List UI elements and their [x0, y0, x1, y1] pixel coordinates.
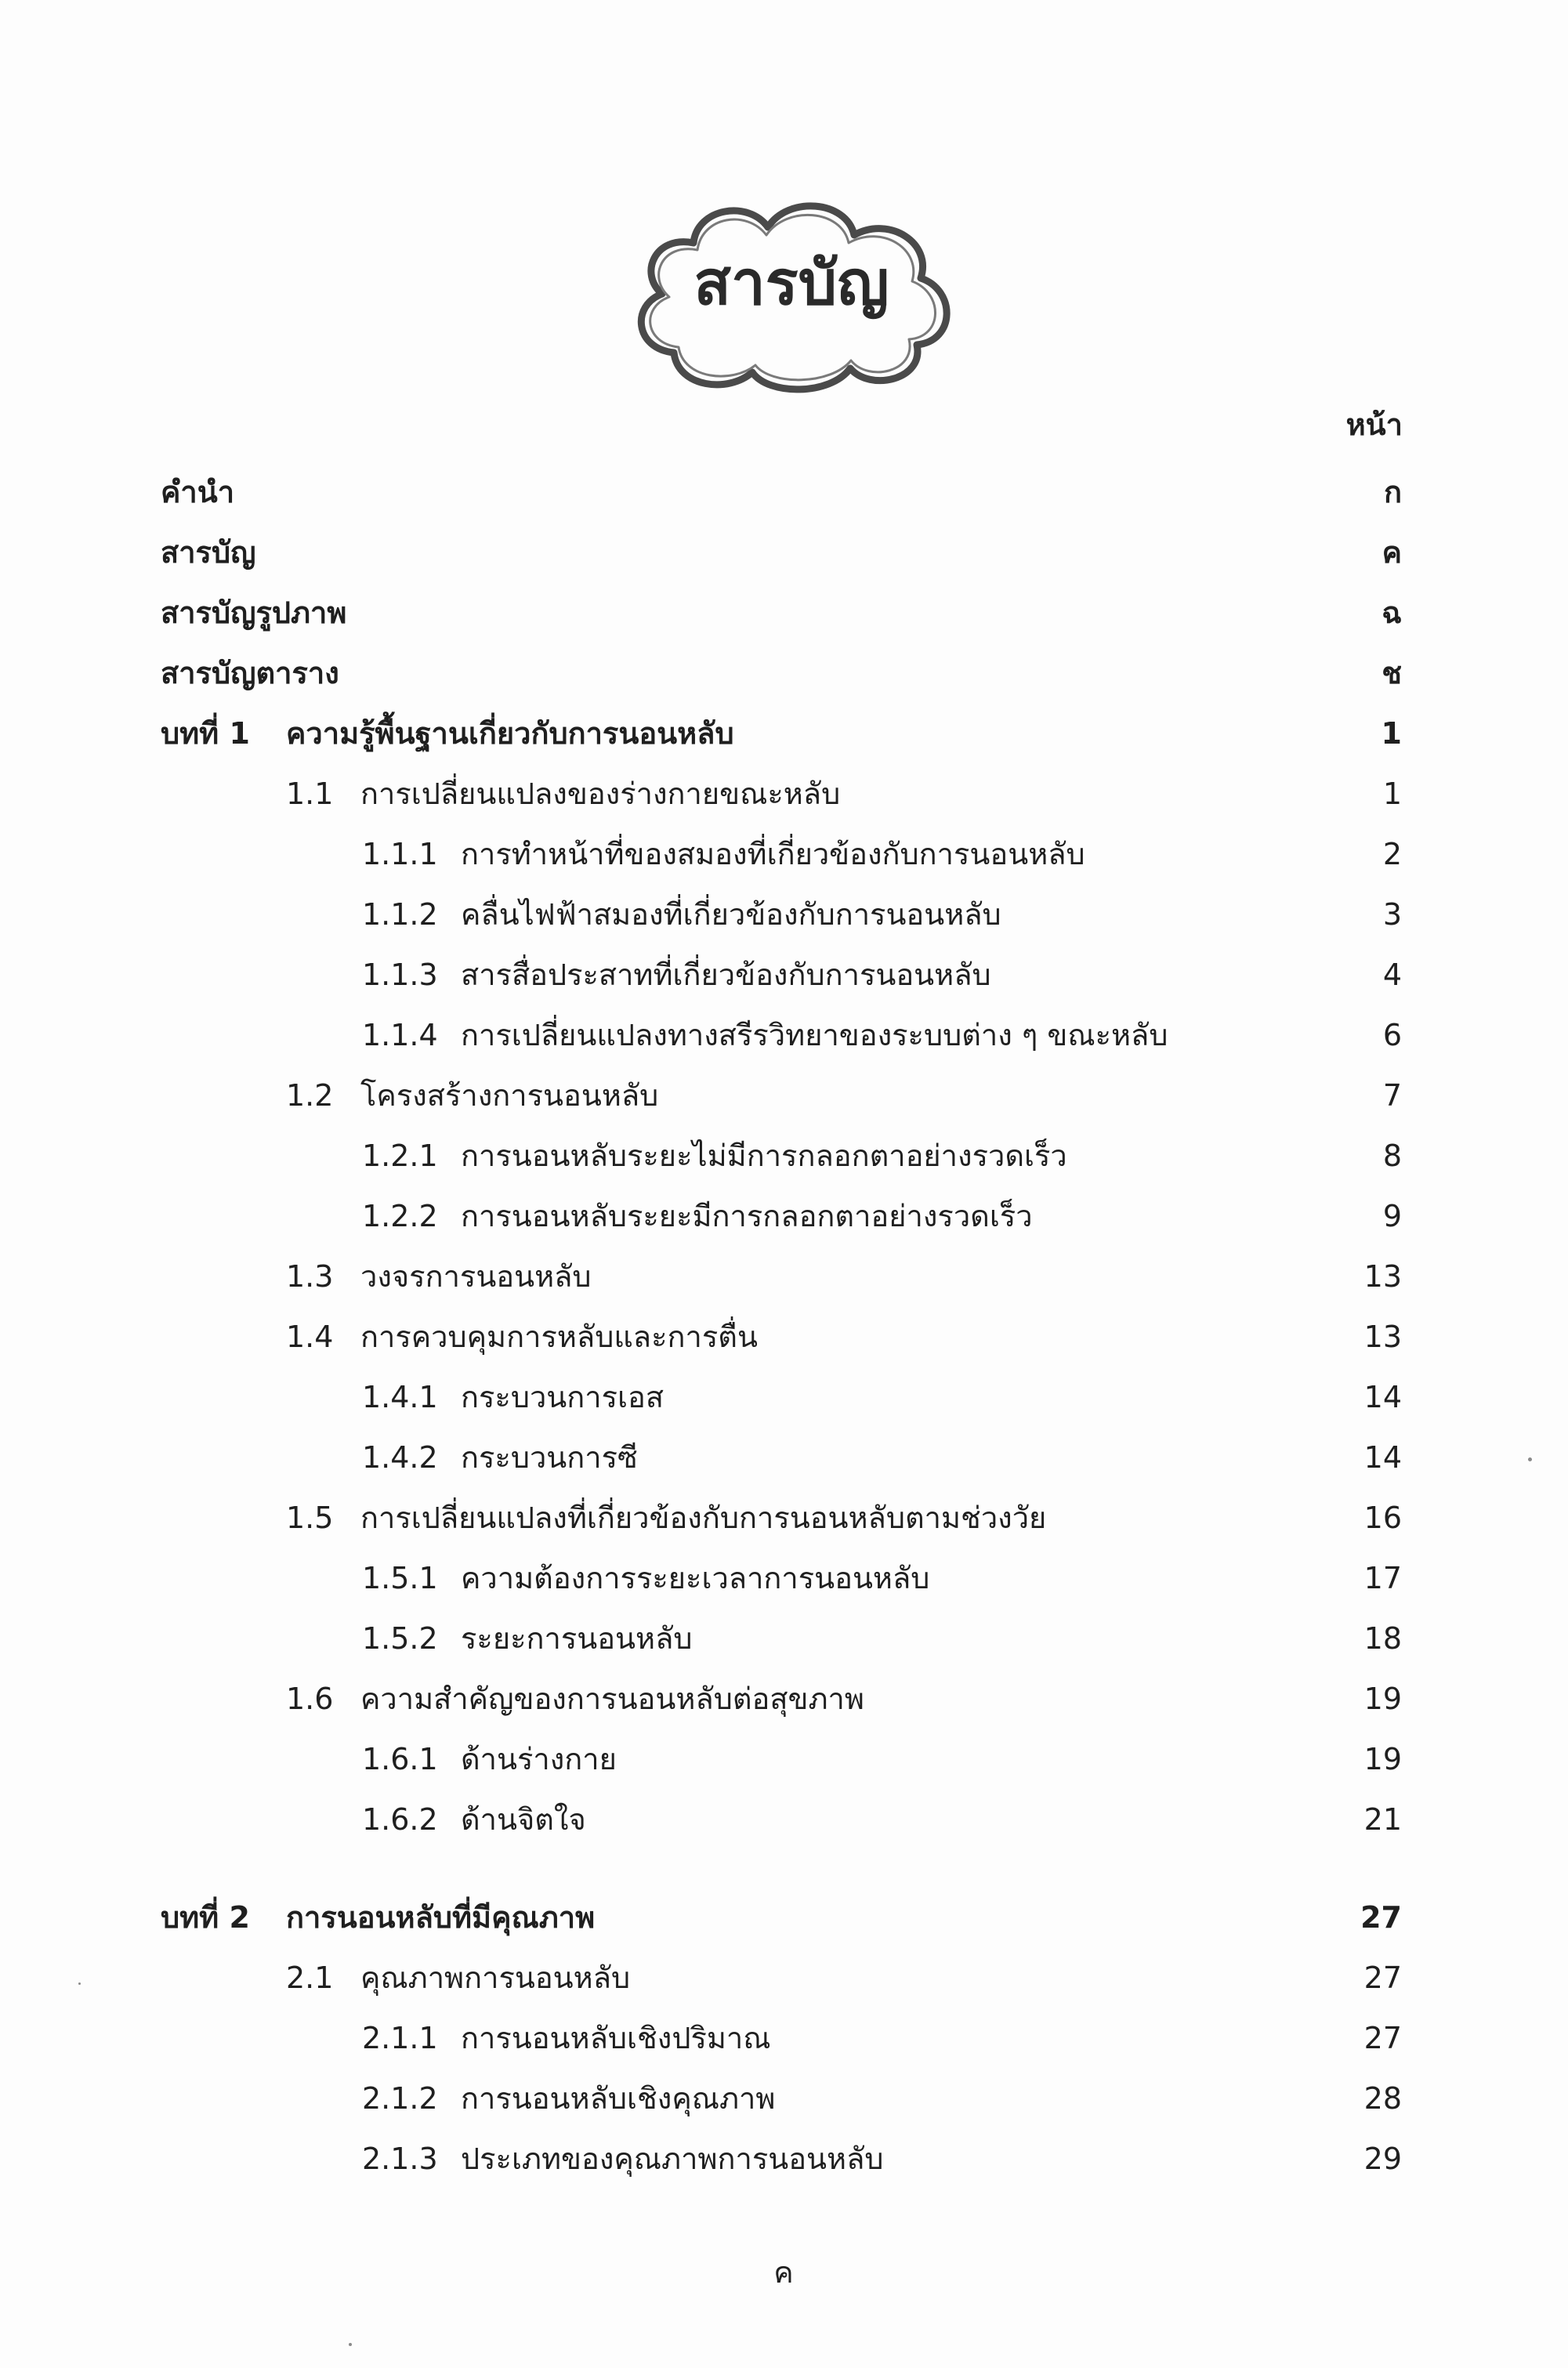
toc-entry-page: 16 [1363, 1501, 1402, 1535]
toc-entry-page: 1 [1381, 716, 1402, 751]
toc-entry-title: สารบัญตาราง [161, 656, 339, 690]
footer-page-number: ค [773, 2255, 794, 2290]
toc-entry-title: การนอนหลับระยะไม่มีการกลอกตาอย่างรวดเร็ว [461, 1139, 1067, 1173]
toc-entry-number: 1.1.1 [362, 837, 438, 871]
toc-entry-number: 1.6.2 [362, 1802, 438, 1837]
toc-entry-page: 13 [1363, 1320, 1402, 1354]
toc-entry [0, 1948, 1568, 2008]
toc-entry-page: 2 [1382, 837, 1402, 871]
toc-entry-number: 2.1.1 [362, 2021, 438, 2055]
toc-entry-title: ความต้องการระยะเวลาการนอนหลับ [461, 1561, 930, 1595]
toc-entry [0, 824, 1568, 885]
toc-entry-title: การเปลี่ยนแปลงของร่างกายขณะหลับ [360, 777, 841, 811]
toc-entry-title: การเปลี่ยนแปลงที่เกี่ยวข้องกับการนอนหลับตามช่วงวัย [360, 1501, 1047, 1535]
toc-entry-number: 1.5 [286, 1501, 334, 1535]
toc-entry-title: วงจรการนอนหลับ [360, 1259, 592, 1294]
toc-entry [0, 885, 1568, 945]
toc-entry-number: 1.2 [286, 1078, 334, 1113]
toc-entry-number: 1.3 [286, 1259, 334, 1294]
toc-entry-page: 14 [1363, 1440, 1402, 1475]
toc-entry [0, 1729, 1568, 1790]
scan-speck [1528, 1457, 1532, 1461]
toc-entry [0, 764, 1568, 824]
toc-entry [0, 2069, 1568, 2129]
toc-entry [0, 1005, 1568, 1066]
toc-entry [0, 523, 1568, 583]
toc-entry-title: ประเภทของคุณภาพการนอนหลับ [461, 2142, 884, 2176]
toc-entry [0, 945, 1568, 1005]
toc-entry-page: ช [1382, 656, 1402, 690]
toc-entry [0, 1247, 1568, 1307]
toc-entry-number: 1.1 [286, 777, 334, 811]
toc-entry-number: 1.5.2 [362, 1621, 438, 1656]
toc-entry-title: การเปลี่ยนแปลงทางสรีรวิทยาของระบบต่าง ๆ ขณะหลับ [461, 1018, 1168, 1052]
toc-entry-title: การควบคุมการหลับและการตื่น [360, 1320, 758, 1354]
page-title: สารบัญ [693, 248, 889, 319]
toc-entry [0, 1669, 1568, 1729]
toc-entry-page: 19 [1363, 1682, 1402, 1716]
toc-entry-page: 4 [1382, 958, 1402, 992]
toc-entry-number: 1.4.1 [362, 1380, 438, 1414]
toc-entry-title: คำนำ [161, 475, 235, 509]
toc-entry-page: 28 [1363, 2081, 1402, 2116]
toc-entry-title: การนอนหลับเชิงปริมาณ [461, 2021, 771, 2055]
toc-entry [0, 704, 1568, 764]
toc-entry-title: กระบวนการซี [461, 1440, 638, 1475]
toc-entry-title: การนอนหลับเชิงคุณภาพ [461, 2081, 776, 2116]
toc-entry-page: 18 [1363, 1621, 1402, 1656]
title-cloud-frame [619, 188, 964, 400]
toc-entry [0, 1548, 1568, 1609]
toc-entry [0, 1428, 1568, 1488]
toc-entry-page: 19 [1363, 1742, 1402, 1776]
toc-entry-page: 8 [1382, 1139, 1402, 1173]
toc-entry-number: 2.1.2 [362, 2081, 438, 2116]
toc-entry-page: 21 [1363, 1802, 1402, 1837]
toc-entry-title: ด้านจิตใจ [461, 1802, 586, 1837]
toc-entry-title: สารบัญรูปภาพ [161, 596, 347, 630]
toc-entry-title: ความสำคัญของการนอนหลับต่อสุขภาพ [360, 1682, 864, 1716]
toc-entry-number: บทที่ 2 [161, 1900, 250, 1935]
toc-entry-page: 7 [1382, 1078, 1402, 1113]
toc-entry-number: 1.5.1 [362, 1561, 438, 1595]
scan-speck [349, 2343, 352, 2346]
toc-entry-title: โครงสร้างการนอนหลับ [360, 1078, 659, 1113]
toc-entry-page: 29 [1363, 2142, 1402, 2176]
toc-entry-page: ฉ [1382, 596, 1402, 630]
toc-entry-page: 1 [1382, 777, 1402, 811]
toc-entry-number: 2.1 [286, 1961, 334, 1995]
toc-entry-page: 6 [1382, 1018, 1402, 1052]
toc-entry-page: 27 [1360, 1900, 1402, 1935]
toc-entry-page: ค [1382, 535, 1402, 570]
toc-entry [0, 643, 1568, 704]
toc-entry-number: 1.2.2 [362, 1199, 438, 1233]
toc-entry [0, 1488, 1568, 1548]
toc-entry-title: ด้านร่างกาย [461, 1742, 617, 1776]
toc-entry-title: ความรู้พื้นฐานเกี่ยวกับการนอนหลับ [286, 716, 734, 751]
toc-entry [0, 1186, 1568, 1247]
toc-entry-number: 1.1.3 [362, 958, 438, 992]
toc-entry-title: สารสื่อประสาทที่เกี่ยวข้องกับการนอนหลับ [461, 958, 991, 992]
toc-entry-number: 1.6.1 [362, 1742, 438, 1776]
toc-entry-page: 27 [1363, 1961, 1402, 1995]
toc-entry-number: 1.6 [286, 1682, 334, 1716]
toc-entry-number: 1.1.4 [362, 1018, 438, 1052]
toc-entry [0, 1307, 1568, 1367]
toc-entry-number: บทที่ 1 [161, 716, 250, 751]
toc-entry [0, 583, 1568, 643]
page-column-header: หน้า [1345, 407, 1403, 442]
toc-entry [0, 1066, 1568, 1126]
toc-entry-title: การนอนหลับระยะมีการกลอกตาอย่างรวดเร็ว [461, 1199, 1033, 1233]
toc-entry-page: ก [1383, 475, 1402, 509]
toc-entry-title: การทำหน้าที่ของสมองที่เกี่ยวข้องกับการนอนหลับ [461, 837, 1085, 871]
toc-entry [0, 462, 1568, 523]
toc-entry-page: 9 [1382, 1199, 1402, 1233]
toc-entry-page: 3 [1382, 897, 1402, 932]
toc-entry [0, 2129, 1568, 2189]
toc-entry-title: กระบวนการเอส [461, 1380, 664, 1414]
toc-entry-page: 27 [1363, 2021, 1402, 2055]
toc-entry-number: 1.1.2 [362, 897, 438, 932]
toc-entry [0, 1609, 1568, 1669]
toc-entry-page: 13 [1363, 1259, 1402, 1294]
scan-speck [78, 1982, 81, 1985]
toc-entry-number: 2.1.3 [362, 2142, 438, 2176]
toc-entry-number: 1.2.1 [362, 1139, 438, 1173]
toc-entry-number: 1.4 [286, 1320, 334, 1354]
toc-entry-title: คุณภาพการนอนหลับ [360, 1961, 631, 1995]
toc-entry-title: คลื่นไฟฟ้าสมองที่เกี่ยวข้องกับการนอนหลับ [461, 897, 1001, 932]
toc-entry-number: 1.4.2 [362, 1440, 438, 1475]
toc-entry [0, 2008, 1568, 2069]
toc-entry [0, 1367, 1568, 1428]
toc-entry [0, 1126, 1568, 1186]
toc-entry-title: สารบัญ [161, 535, 256, 570]
table-of-contents [0, 462, 1568, 2189]
toc-entry-page: 14 [1363, 1380, 1402, 1414]
toc-entry [0, 1790, 1568, 1850]
toc-entry-title: การนอนหลับที่มีคุณภาพ [286, 1900, 596, 1935]
toc-entry-title: ระยะการนอนหลับ [461, 1621, 693, 1656]
toc-entry [0, 1888, 1568, 1948]
toc-entry-page: 17 [1363, 1561, 1402, 1595]
